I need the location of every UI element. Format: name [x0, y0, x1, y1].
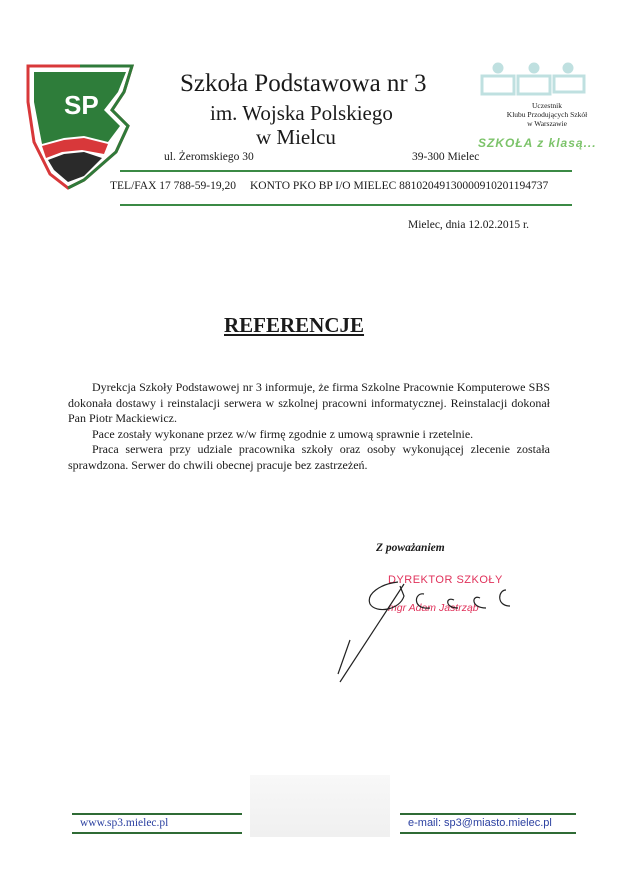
school-patron: im. Wojska Polskiego	[210, 101, 393, 125]
footer-right-line-bottom	[400, 832, 576, 834]
closing-greeting: Z poważaniem	[376, 542, 445, 554]
postal-address: 39-300 Mielec	[412, 151, 480, 163]
stamp-name: mgr Adam Jastrząb	[388, 602, 479, 614]
letter-date: Mielec, dnia 12.02.2015 r.	[408, 219, 530, 231]
header-divider-top	[120, 170, 572, 172]
school-name: Szkoła Podstawowa nr 3	[180, 70, 427, 97]
footer-left-line-top	[72, 813, 242, 815]
paragraph-3: Praca serwera przy udziale pracownika szkoły oraz osoby wykonującej zlecenie została sprawdzona. Serwer do chwili obecnej pracuje bez zastrzeżeń.	[68, 442, 550, 472]
header-divider-bottom	[120, 204, 572, 206]
klub-caption	[502, 101, 592, 128]
handwritten-signature	[330, 570, 530, 690]
school-logo	[24, 62, 136, 192]
footer-right-line-top	[400, 813, 576, 815]
paragraph-2: Pace zostały wykonane przez w/w firmę zgodnie z umową sprawnie i rzetelnie.	[92, 426, 474, 441]
szkola-z-klasa-logo: SZKOŁA z klasą...	[478, 136, 597, 150]
stamp-title: DYREKTOR SZKOŁY	[388, 574, 503, 586]
school-building-watermark	[250, 775, 390, 837]
telfax: TEL/FAX 17 788-59-19,20	[110, 180, 236, 192]
klub-line-2: Klubu Przodujących Szkół	[506, 110, 588, 119]
website-link[interactable]: www.sp3.mielec.pl	[80, 817, 169, 829]
contact-row	[110, 180, 562, 192]
paragraph-1: Dyrekcja Szkoły Podstawowej nr 3 informuje, że firma Szkolne Pracownie Komputerowe SBS dokonała dostawy i reinstalacji serwera w szkolnej pracowni informatycznej. Reinstalacji dokonał Pan Piotr Mackiewicz.	[68, 380, 550, 425]
street-address: ul. Żeromskiego 30	[164, 151, 254, 163]
klub-line-1: Uczestnik	[532, 101, 562, 110]
klub-line-3: w Warszawie	[527, 119, 567, 128]
bank-account: KONTO PKO BP I/O MIELEC 88102049130000910201194737	[249, 180, 549, 192]
klub-logo	[478, 62, 588, 98]
letter-heading: REFERENCJE	[224, 313, 365, 337]
letter-body	[68, 380, 550, 473]
logo-text: SP	[64, 90, 99, 120]
footer-left-line-bottom	[72, 832, 242, 834]
school-city: w Mielcu	[256, 125, 336, 149]
email-link[interactable]: e-mail: sp3@miasto.mielec.pl	[408, 817, 552, 829]
